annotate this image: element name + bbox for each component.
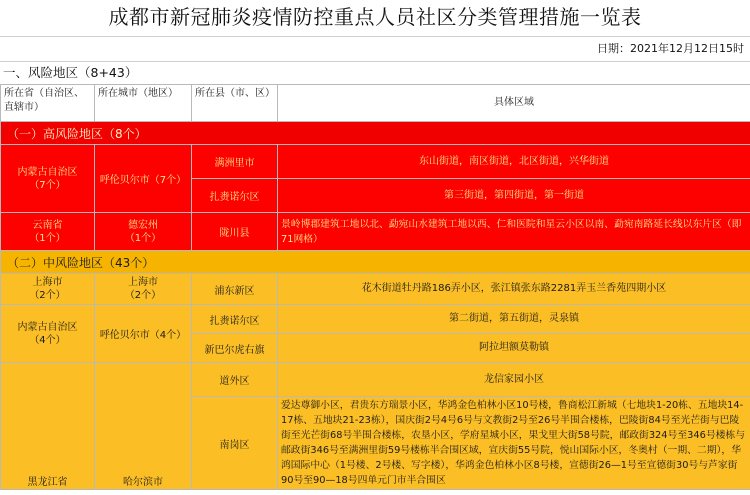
province-count: （4个） [29,334,66,346]
county-cell: 满洲里市 [192,145,278,179]
table-row [1,274,750,305]
county-cell: 道外区 [192,363,278,397]
county-cell: 浦东新区 [192,274,278,305]
city-cell [95,213,192,251]
high-risk-label: （一）高风险地区（8个） [1,122,750,145]
section-title: 一、风险地区（8+43） [0,61,750,84]
header-county: 所在县（市、区） [192,85,278,122]
province-name: 上海市 [32,277,63,288]
mid-risk-label: （二）中风险地区（43个） [1,251,750,274]
city-count: （1个） [124,232,162,244]
province-cell [1,274,95,305]
document-title: 成都市新冠肺炎疫情防控重点人员社区分类管理措施一览表 [108,5,642,29]
province-cell [1,305,95,363]
area-cell: 爱达尊御小区，君贵东方瑞景小区，华鸿金色柏林小区10号楼，鲁商松江新城（七地块1-20栋、五地块14-17栋、五地块21-23栋），国庆街2号4号6号与文教街2号至26号半围合楼栋，巴陵街84号至光芒街与巴陵街至光芒街68号半围合楼栋，农垦小区，学府星城小区，果戈里大街58号院，邮政街324号至346号楼栋与邮政街346号至满洲里街59号楼栋半合围区域，宣庆街55号院，悦山国际小区，冬奥村（一期、二期），华鸿国际中心（1号楼、2号楼、写字楼），华鸿金色柏林小区8号楼，宣德街26—1号至宣德街30号与芦家街90号至90—18号四单元门市半合围区 [278,397,750,490]
area-cell: 龙信家园小区 [278,363,750,397]
province-count: （2个） [29,290,66,301]
table-row [1,305,750,334]
city-cell [95,274,192,305]
province-cell [1,145,95,213]
header-area: 具体区域 [278,85,750,122]
area-cell: 东山街道，南区街道，北区街道，兴华街道 [278,145,750,179]
city-count: （2个） [124,290,162,301]
area-cell: 阿拉坦额莫勒镇 [278,334,750,363]
header-row [1,85,750,122]
province-cell [1,213,95,251]
high-risk-category-row [1,122,750,145]
table-row [1,145,750,179]
area-cell: 花木街道牡丹路186弄小区，张江镇张东路2281弄玉兰香苑四期小区 [278,274,750,305]
province-name: 云南省 [32,219,63,231]
city-cell: 呼伦贝尔市（4个） [95,305,192,363]
area-cell: 第二街道，第五街道，灵泉镇 [278,305,750,334]
risk-area-table [0,84,750,490]
province-count: （7个） [29,179,66,191]
area-cell: 景岭博郡建筑工地以北、勐宛山水建筑工地以西、仁和医院和星云小区以南、勐宛南路延长线以东片区（即71网格） [278,213,750,251]
city-cell: 哈尔滨市 [95,363,192,490]
area-cell: 第三街道，第四街道，第一街道 [278,179,750,213]
city-name: 德宏州 [128,219,158,231]
province-count: （1个） [29,232,66,244]
province-name: 内蒙古自治区 [17,166,78,178]
header-province: 所在省（自治区、直辖市） [1,85,95,122]
county-cell: 扎赉诺尔区 [192,179,278,213]
mid-risk-category-row [1,251,750,274]
city-cell: 呼伦贝尔市（7个） [95,145,192,213]
county-cell: 新巴尔虎右旗 [192,334,278,363]
county-cell: 扎赉诺尔区 [192,305,278,334]
city-name: 上海市 [128,277,158,288]
table-row [1,213,750,251]
county-cell: 陇川县 [192,213,278,251]
table-row [1,363,750,397]
date-line: 日期：2021年12月12日15时 [0,36,750,61]
province-cell: 黑龙江省 [1,363,95,490]
province-name: 内蒙古自治区 [17,321,78,333]
header-city: 所在城市（地区） [95,85,192,122]
county-cell: 南岗区 [192,397,278,490]
